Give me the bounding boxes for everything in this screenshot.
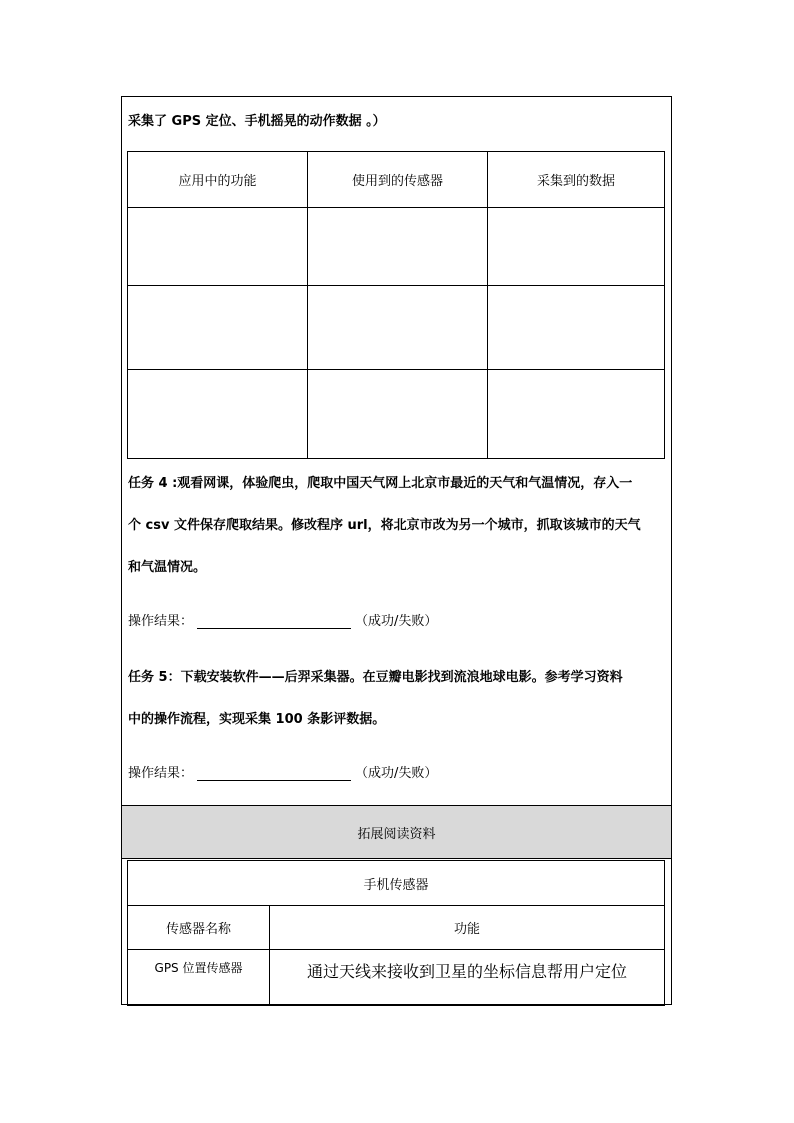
- table-title: 手机传感器: [128, 861, 665, 906]
- table-cell[interactable]: [128, 370, 308, 459]
- task5-line-2: 中的操作流程，实现采集 100 条影评数据。: [128, 712, 386, 727]
- intro-line: 采集了 GPS 定位、手机摇晃的动作数据 。）: [128, 114, 386, 129]
- header-function: 功能: [270, 906, 665, 950]
- table-cell[interactable]: [308, 286, 488, 370]
- sensor-table: [127, 151, 665, 459]
- result-label: 操作结果：: [128, 614, 194, 629]
- result-blank[interactable]: [197, 614, 351, 629]
- header-sensor-name: 传感器名称: [128, 906, 270, 950]
- sensor-name-cell: GPS 位置传感器: [128, 950, 270, 1006]
- table-cell[interactable]: [128, 286, 308, 370]
- table-cell[interactable]: [308, 208, 488, 286]
- task4-line-1: 任务 4 :观看网课，体验爬虫，爬取中国天气网上北京市最近的天气和气温情况，存入一: [128, 476, 633, 491]
- task4-line-3: 和气温情况。: [128, 560, 207, 575]
- table-cell[interactable]: [128, 208, 308, 286]
- table-row: [128, 286, 665, 370]
- phone-sensor-table: [127, 860, 665, 1006]
- header-cell-sensor: 使用到的传感器: [308, 152, 488, 208]
- result-label: 操作结果：: [128, 766, 194, 781]
- task5-result: [128, 762, 437, 781]
- table-header-row: [128, 152, 665, 208]
- table-cell[interactable]: [308, 370, 488, 459]
- table-cell[interactable]: [488, 286, 665, 370]
- header-cell-function: 应用中的功能: [128, 152, 308, 208]
- table-row: [128, 208, 665, 286]
- table-title-row: [128, 861, 665, 906]
- result-options: （成功/失败）: [355, 766, 438, 781]
- table-row: [128, 370, 665, 459]
- task4-result: [128, 610, 437, 629]
- table-cell[interactable]: [488, 208, 665, 286]
- task4-line-2: 个 csv 文件保存爬取结果。修改程序 url，将北京市改为另一个城市，抓取该城市的天气: [128, 518, 641, 533]
- header-cell-data: 采集到的数据: [488, 152, 665, 208]
- extended-reading-header: 拓展阅读资料: [122, 805, 671, 859]
- sensor-function-cell: 通过天线来接收到卫星的坐标信息帮用户定位: [270, 950, 665, 1006]
- table-row: [128, 950, 665, 1006]
- task5-line-1: 任务 5：下载安装软件——后羿采集器。在豆瓣电影找到流浪地球电影。参考学习资料: [128, 670, 623, 685]
- result-options: （成功/失败）: [355, 614, 438, 629]
- table-cell[interactable]: [488, 370, 665, 459]
- result-blank[interactable]: [197, 766, 351, 781]
- table-header-row: [128, 906, 665, 950]
